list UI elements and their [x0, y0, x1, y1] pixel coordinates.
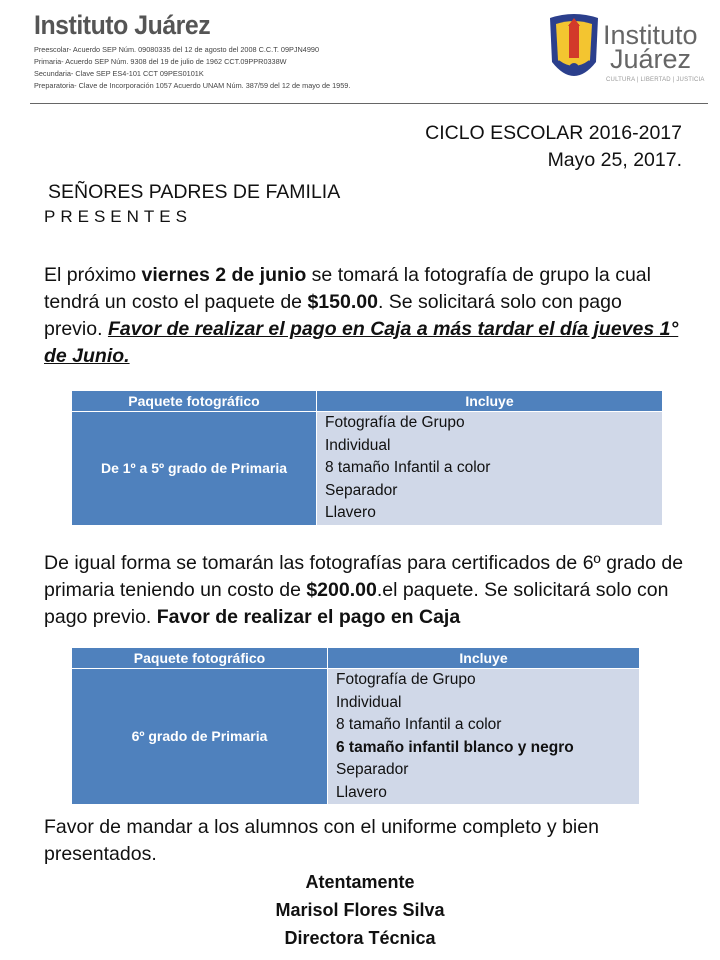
package-table-6 — [71, 647, 640, 805]
p1-date-bold: viernes 2 de junio — [141, 264, 307, 286]
list-item: 8 tamaño Infantil a color — [336, 716, 502, 733]
includes-cell — [328, 669, 640, 805]
table-header-row — [72, 648, 640, 669]
package-table-1-5 — [71, 390, 663, 526]
list-item: Individual — [336, 693, 402, 711]
registration-line-preescolar: Preescolar- Acuerdo SEP Núm. 09080335 del 12 de agosto del 2008 C.C.T. 09PJN4990 — [34, 45, 320, 54]
col-header-paquete: Paquete fotográfico — [72, 391, 317, 412]
registration-line-preparatoria: Preparatoria- Clave de Incorporación 1057 Acuerdo UNAM Núm. 387/59 del 12 de mayo de 1959. — [34, 81, 351, 90]
school-registration-lines — [34, 44, 414, 92]
col-header-incluye: Incluye — [328, 648, 640, 669]
salutation: SEÑORES PADRES DE FAMILIA — [48, 181, 341, 203]
col-header-incluye: Incluye — [317, 391, 663, 412]
list-item: Separador — [325, 481, 398, 499]
school-name-header: Instituto Juárez — [34, 10, 211, 40]
signer-name: Marisol Flores Silva — [275, 900, 445, 920]
grade-cell: 6º grado de Primaria — [72, 669, 328, 805]
col-header-paquete: Paquete fotográfico — [72, 648, 328, 669]
grade-cell: De 1º a 5º grado de Primaria — [72, 412, 317, 526]
table-row — [72, 412, 663, 526]
list-item: Llavero — [336, 783, 387, 801]
registration-line-secundaria: Secundaria- Clave SEP ES4-101 CCT 09PES0101K — [34, 69, 204, 78]
registration-line-primaria: Primaria- Acuerdo SEP Núm. 9308 del 19 de julio de 1962 CCT.09PPR0338W — [34, 57, 287, 66]
letter-date: Mayo 25, 2017. — [547, 149, 682, 171]
p1-text-2: se tomará la fotografía de grupo la cual tendrá un costo el paquete de — [44, 264, 651, 313]
paragraph-uniform: Favor de mandar a los alumnos con el uniforme completo y bien presentados. — [44, 816, 599, 865]
presentes: PRESENTES — [44, 207, 192, 226]
signer-title: Directora Técnica — [284, 928, 436, 948]
school-year: CICLO ESCOLAR 2016-2017 — [425, 122, 682, 144]
p1-payment-deadline: Favor de realizar el pago en Caja a más tardar el día jueves 1° de Junio. — [44, 318, 679, 367]
table-row — [72, 669, 640, 805]
school-crest-icon — [546, 12, 602, 86]
date-block — [425, 120, 682, 174]
paragraph-group-photo — [44, 262, 684, 370]
signature-block — [0, 868, 720, 952]
p2-price-bold: $200.00 — [306, 579, 377, 601]
list-item-bold: 6 tamaño infantil blanco y negro — [336, 738, 574, 756]
table-header-row — [72, 391, 663, 412]
list-item: Separador — [336, 761, 409, 778]
p1-price-bold: $150.00 — [307, 291, 378, 313]
p1-text-1: El próximo — [44, 264, 142, 286]
list-item: Individual — [325, 436, 391, 454]
closing: Atentamente — [305, 872, 415, 892]
p2-payment-bold: Favor de realizar el pago en Caja — [156, 606, 461, 628]
includes-cell — [317, 412, 663, 526]
header-divider — [30, 103, 708, 104]
logo-tagline: CULTURA | LIBERTAD | JUSTICIA — [606, 77, 705, 83]
list-item: Llavero — [325, 504, 376, 521]
logo-name-line2: Juárez — [610, 44, 692, 74]
list-item: 8 tamaño Infantil a color — [325, 459, 491, 476]
paragraph-certificate-photo — [44, 550, 684, 631]
list-item: Fotografía de Grupo — [336, 671, 476, 688]
p2-text-2: .el paquete. Se solicitará solo con pago previo. — [44, 579, 669, 628]
p2-text-1: De igual forma se tomarán las fotografías para certificados de 6º grado de primaria teniendo un costo de — [44, 552, 684, 601]
logo-name-line1: Instituto — [603, 20, 698, 50]
list-item: Fotografía de Grupo — [325, 414, 465, 431]
p1-text-3: . Se solicitará solo con pago previo. — [44, 291, 622, 340]
